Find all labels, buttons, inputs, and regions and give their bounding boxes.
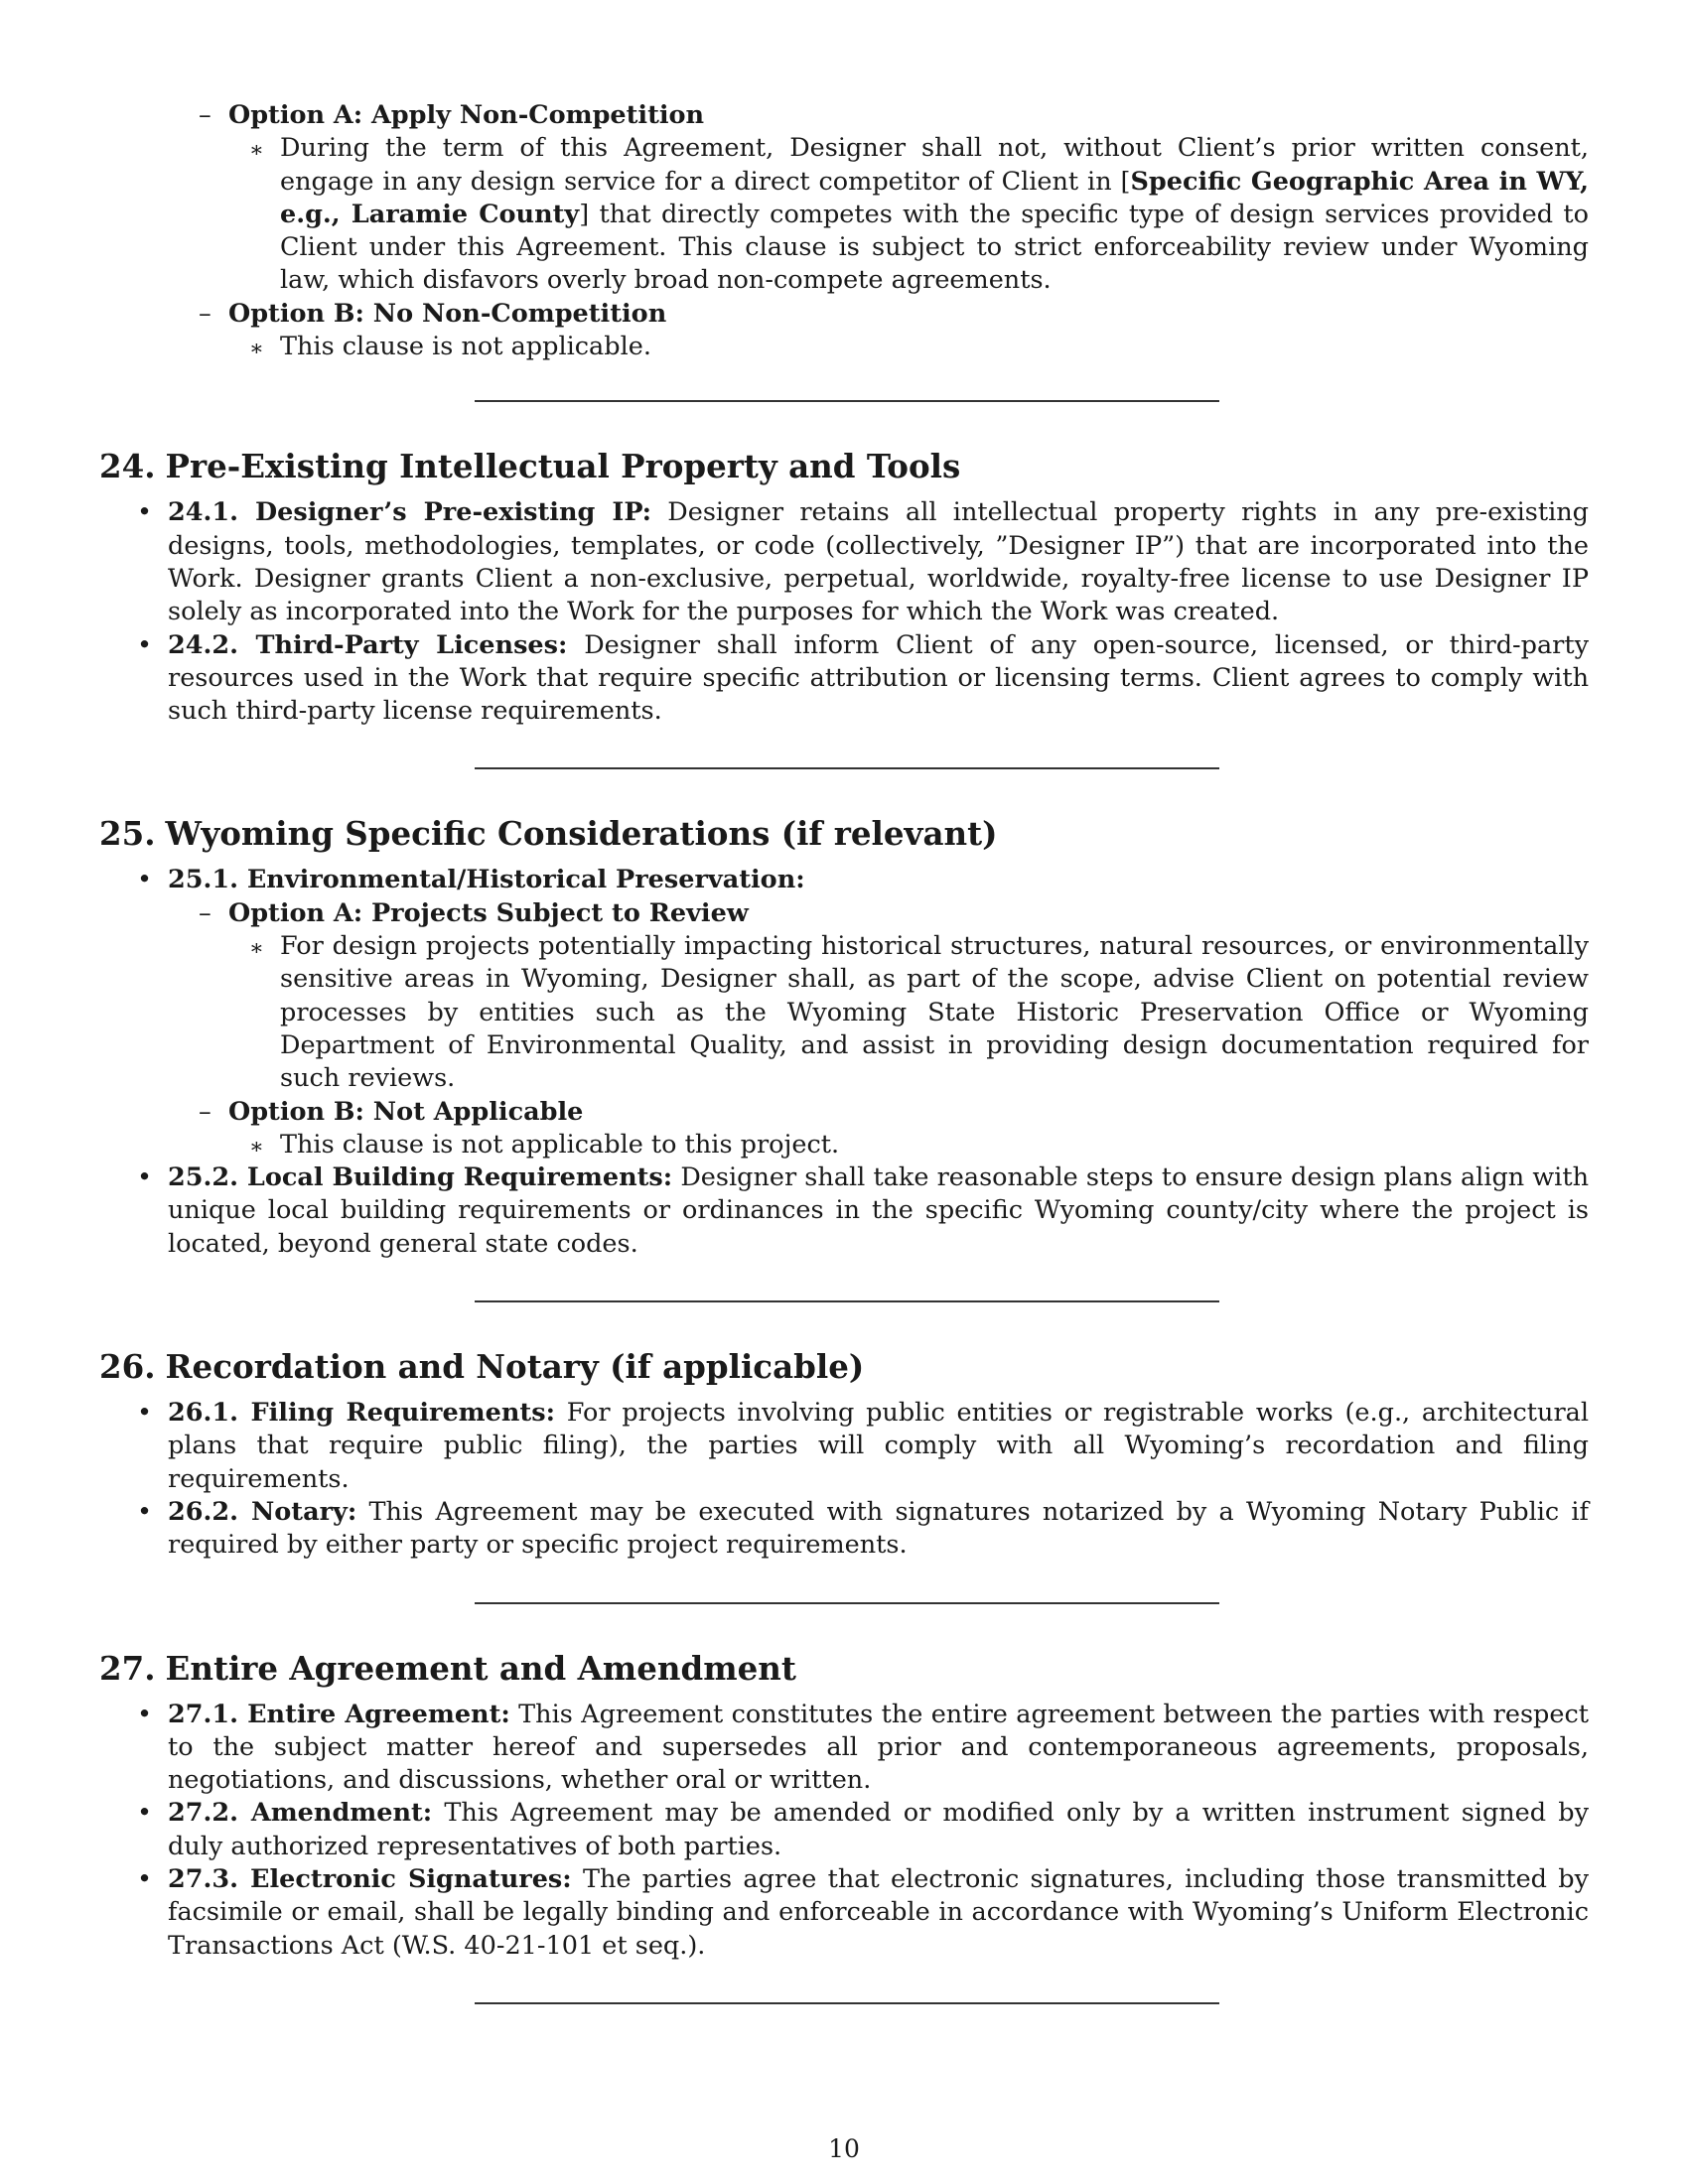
list-item bbox=[99, 1397, 1589, 1496]
item-text: The parties agree that electronic signatures, including those transmitted by facsimile or email, shall be legally binding and enforceable in accordance with Wyoming’s Uniform Electronic Transactions Act (W.S. 40-21-101 et seq.). bbox=[168, 1863, 1589, 1961]
option-b-text: This clause is not applicable. bbox=[280, 332, 651, 362]
section-title-text: Entire Agreement and Amendment bbox=[165, 1648, 796, 1688]
star-marker: ∗ bbox=[249, 936, 264, 962]
section-number: 24. bbox=[99, 447, 156, 486]
item-label: 26.2. Notary: bbox=[168, 1496, 357, 1527]
option-a-clause bbox=[99, 930, 1589, 1095]
section-24-title bbox=[99, 447, 1589, 486]
bullet: • bbox=[137, 865, 153, 895]
page-number: 10 bbox=[828, 2134, 860, 2163]
option-a-label: Option A: Apply Non-Competition bbox=[228, 100, 705, 130]
star-marker: ∗ bbox=[249, 1134, 264, 1160]
dash-marker: – bbox=[199, 298, 211, 329]
option-a-area: Specific Geographic Area in WY, e.g., Laramie County bbox=[280, 166, 1589, 229]
section-26-list bbox=[99, 1397, 1589, 1496]
option-b-label: Option B: No Non-Competition bbox=[228, 298, 667, 329]
divider bbox=[475, 1602, 1219, 1604]
list-item bbox=[99, 1161, 1589, 1261]
star-marker: ∗ bbox=[249, 138, 264, 164]
divider bbox=[475, 1300, 1219, 1302]
item-text: This Agreement may be executed with signatures notarized by a Wyoming Notary Public if required by either party or specific project requirements. bbox=[168, 1496, 1589, 1561]
option-a-text-after: ] that directly competes with the specific type of design services provided to Client under this Agreement. This clause is subject to strict enforceability review under Wyoming law, which disfavors overly broad non-compete agreements. bbox=[280, 199, 1589, 296]
bullet: • bbox=[137, 497, 153, 528]
section-27-list bbox=[99, 1699, 1589, 1963]
section-number: 27. bbox=[99, 1648, 156, 1688]
option-b-label: Option B: Not Applicable bbox=[228, 1096, 584, 1127]
preservation-options bbox=[99, 897, 1589, 1161]
option-b-noncompete bbox=[99, 298, 1589, 331]
divider bbox=[475, 400, 1219, 402]
section-27-title bbox=[99, 1649, 1589, 1689]
page-content bbox=[99, 99, 1589, 2004]
dash-marker: – bbox=[199, 100, 211, 130]
item-label: 27.3. Electronic Signatures: bbox=[168, 1863, 572, 1894]
option-b-clause bbox=[99, 1129, 1589, 1161]
section-25-title bbox=[99, 814, 1589, 854]
item-label: 25.2. Local Building Requirements: bbox=[168, 1162, 673, 1193]
dash-marker: – bbox=[199, 1096, 211, 1127]
option-a-preservation bbox=[99, 897, 1589, 930]
item-label: 27.2. Amendment: bbox=[168, 1798, 433, 1829]
option-a-label: Option A: Projects Subject to Review bbox=[228, 897, 749, 928]
item-text: Designer shall inform Client of any open-source, licensed, or third-party resources used in the Work that require specific attribution or licensing terms. Client agrees to comply with such third-party license requirements. bbox=[168, 629, 1590, 727]
option-a-text-before: During the term of this Agreement, Designer shall not, without Client’s prior written consent, engage in any design service for a direct competitor of Client in [ bbox=[280, 133, 1589, 197]
noncompete-options bbox=[99, 99, 1589, 363]
star-marker: ∗ bbox=[249, 337, 264, 362]
notary-first-line bbox=[129, 1496, 1589, 1563]
section-number: 25. bbox=[99, 814, 156, 854]
list-item bbox=[99, 629, 1589, 729]
item-text: For projects involving public entities or registrable works (e.g., architectural plans that require public filing), the parties will comply with all Wyoming’s recordation and filing requirements. bbox=[168, 1398, 1589, 1494]
option-b-text: This clause is not applicable to this project. bbox=[280, 1129, 840, 1160]
option-a-clause bbox=[99, 132, 1589, 297]
dash-marker: – bbox=[199, 897, 211, 928]
bullet: • bbox=[137, 1496, 153, 1527]
item-text: This Agreement may be amended or modified only by a written instrument signed by duly authorized representatives of both parties. bbox=[168, 1798, 1589, 1861]
section-24-list bbox=[99, 496, 1589, 728]
bullet: • bbox=[137, 1398, 153, 1429]
divider bbox=[475, 767, 1219, 769]
item-label: 26.1. Filing Requirements: bbox=[168, 1398, 555, 1429]
notary-item bbox=[99, 1496, 1589, 1563]
item-text: This Agreement constitutes the entire agreement between the parties with respect to the subject matter hereof and supersedes all prior and contemporaneous agreements, proposals, negotiations, and discussions, whether oral or written. bbox=[168, 1699, 1589, 1796]
divider bbox=[475, 2002, 1219, 2004]
bullet: • bbox=[137, 1798, 153, 1829]
bullet: • bbox=[137, 629, 153, 660]
list-item bbox=[99, 864, 1589, 896]
option-b-clause bbox=[99, 331, 1589, 363]
section-26-title bbox=[99, 1347, 1589, 1387]
section-title-text: Pre-Existing Intellectual Property and Tools bbox=[165, 447, 961, 486]
section-25-list bbox=[99, 864, 1589, 896]
option-a-text: For design projects potentially impacting historical structures, natural resources, or environmentally sensitive areas in Wyoming, Designer shall, as part of the scope, advise Client on potential review processes by entities such as the Wyoming State Historic Preservation Office or Wyoming Department of Environmental Quality, and assist in providing design documentation required for such reviews. bbox=[280, 931, 1589, 1094]
list-item bbox=[99, 1863, 1589, 1963]
section-title-text: Wyoming Specific Considerations (if relevant) bbox=[165, 814, 998, 854]
item-label: 24.1. Designer’s Pre-existing IP: bbox=[168, 497, 652, 528]
option-a-noncompete bbox=[99, 99, 1589, 132]
item-label: 25.1. Environmental/Historical Preservation: bbox=[168, 865, 805, 895]
section-title-text: Recordation and Notary (if applicable) bbox=[165, 1347, 865, 1387]
item-label: 24.2. Third-Party Licenses: bbox=[168, 629, 568, 660]
list-item bbox=[99, 1797, 1589, 1863]
bullet: • bbox=[137, 1863, 153, 1894]
list-item bbox=[99, 1699, 1589, 1798]
list-item bbox=[99, 496, 1589, 628]
item-text: Designer shall take reasonable steps to ensure design plans align with unique local building requirements or ordinances in the specific Wyoming county/city where the project is located, beyond general state codes. bbox=[168, 1162, 1590, 1259]
item-label: 27.1. Entire Agreement: bbox=[168, 1699, 510, 1729]
section-25-list-cont bbox=[99, 1161, 1589, 1261]
section-number: 26. bbox=[99, 1347, 156, 1387]
option-b-preservation bbox=[99, 1096, 1589, 1129]
item-text: Designer retains all intellectual property rights in any pre-existing designs, tools, methodologies, templates, or code (collectively, ”Designer IP”) that are incorporated into the Work. Designer grants Client a non-exclusive, perpetual, worldwide, royalty-free license to use Designer IP solely as incorporated into the Work for the purposes for which the Work was created. bbox=[168, 497, 1590, 627]
bullet: • bbox=[137, 1162, 153, 1193]
bullet: • bbox=[137, 1699, 153, 1729]
